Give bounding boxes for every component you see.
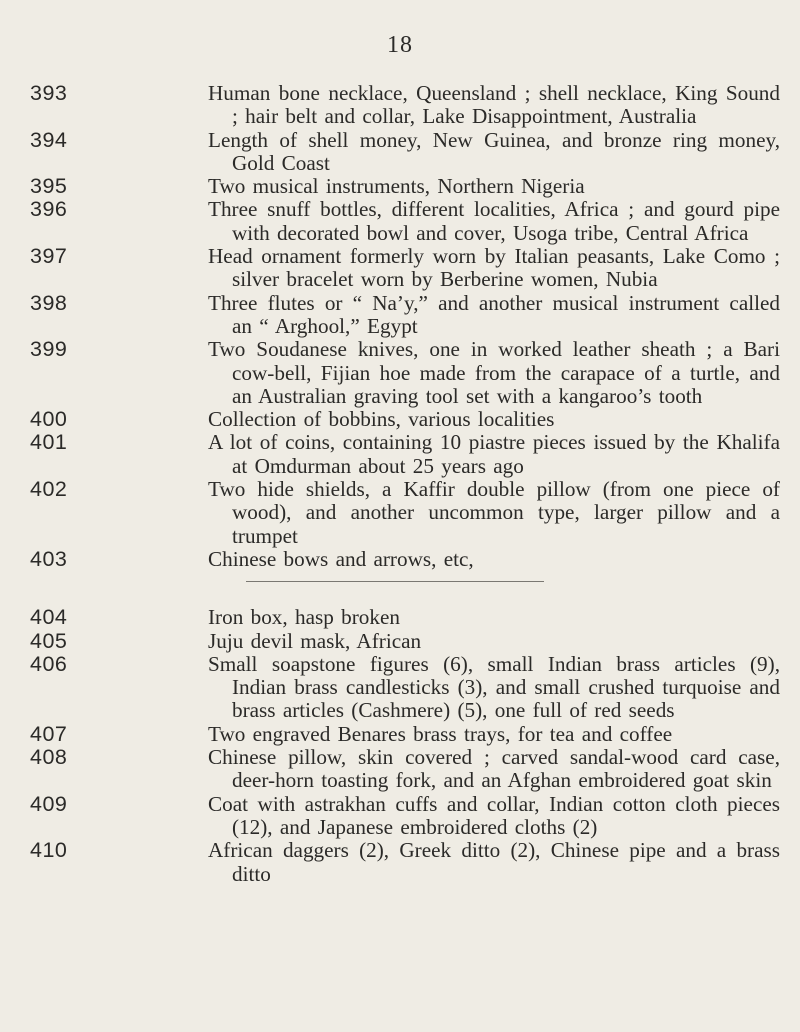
lot-number: 406 xyxy=(30,651,68,676)
lot-description: Three flutes or “ Na’y,” and another musical instrument called an “ Arghool,” Egypt xyxy=(208,290,780,338)
lot-entry xyxy=(30,746,780,793)
lot-entry xyxy=(30,129,780,176)
lot-number: 410 xyxy=(30,838,68,863)
lot-number: 401 xyxy=(30,430,68,455)
lot-number: 393 xyxy=(30,81,68,105)
lot-number: 404 xyxy=(30,605,68,630)
lot-number: 398 xyxy=(30,290,68,315)
section-divider xyxy=(246,581,544,582)
lot-number: 409 xyxy=(30,791,68,816)
lot-description: Human bone necklace, Queensland ; shell necklace, King Sound ; hair belt and collar, Lake Disappointment, Australia xyxy=(208,81,780,129)
lot-entry xyxy=(30,478,780,548)
lot-description: Chinese pillow, skin covered ; carved sandal-wood card case, deer-horn toasting fork, and an Afghan embroidered goat skin xyxy=(208,745,780,793)
lot-group-upper xyxy=(30,82,780,571)
lot-description: Three snuff bottles, different localities, Africa ; and gourd pipe with decorated bowl and cover, Usoga tribe, Central Africa xyxy=(208,197,780,245)
lot-number: 403 xyxy=(30,546,68,571)
lot-number: 394 xyxy=(30,127,68,152)
lot-number: 405 xyxy=(30,628,68,653)
lot-entry xyxy=(30,606,780,629)
lot-number: 408 xyxy=(30,745,68,770)
lot-entry xyxy=(30,548,780,571)
lot-entry xyxy=(30,198,780,245)
lot-number: 397 xyxy=(30,244,68,269)
page-number: 18 xyxy=(387,32,413,58)
lot-description: Two Soudanese knives, one in worked leather sheath ; a Bari cow-bell, Fijian hoe made from the carapace of a turtle, and an Australian graving tool set with a kangaroo’s tooth xyxy=(208,337,780,408)
lot-number: 407 xyxy=(30,721,68,746)
lot-description: Iron box, hasp broken xyxy=(208,605,400,630)
lot-description: Two engraved Benares brass trays, for tea and coffee xyxy=(208,721,673,746)
lot-description: Chinese bows and arrows, etc, xyxy=(208,546,474,571)
lot-entry xyxy=(30,723,780,746)
lot-description: Two musical instruments, Northern Nigeria xyxy=(208,174,585,199)
lot-description: Coat with astrakhan cuffs and collar, Indian cotton cloth pieces (12), and Japanese embroidered cloths (2) xyxy=(208,791,780,839)
lot-description: Two hide shields, a Kaffir double pillow (from one piece of wood), and another uncommon type, larger pillow and a trumpet xyxy=(208,477,780,548)
lot-description: Juju devil mask, African xyxy=(208,628,422,653)
lot-entry xyxy=(30,431,780,478)
lot-description: Head ornament formerly worn by Italian peasants, Lake Como ; silver bracelet worn by Berberine women, Nubia xyxy=(208,244,780,292)
lot-entry xyxy=(30,82,780,129)
lot-description: Length of shell money, New Guinea, and bronze ring money, Gold Coast xyxy=(208,127,780,175)
lot-entry xyxy=(30,408,780,431)
lot-number: 402 xyxy=(30,477,68,502)
lot-number: 399 xyxy=(30,337,68,362)
lot-entry xyxy=(30,338,780,408)
lot-description: Small soapstone figures (6), small Indian brass articles (9), Indian brass candlesticks (3), and small crushed turquoise and brass articles (Cashmere) (5), one full of red seeds xyxy=(208,651,780,723)
lot-number: 396 xyxy=(30,197,68,222)
lot-description: African daggers (2), Greek ditto (2), Chinese pipe and a brass ditto xyxy=(208,838,780,886)
lot-number: 395 xyxy=(30,174,68,199)
lot-description: Collection of bobbins, various localities xyxy=(208,407,555,432)
lot-number: 400 xyxy=(30,407,68,432)
lot-description: A lot of coins, containing 10 piastre pieces issued by the Khalifa at Omdurman about 25 years ago xyxy=(208,430,780,478)
lot-entry xyxy=(30,175,780,198)
lot-entry xyxy=(30,839,780,886)
lot-entry xyxy=(30,653,780,723)
lot-entry xyxy=(30,292,780,339)
lot-entry xyxy=(30,245,780,292)
lot-entry xyxy=(30,793,780,840)
lot-group-lower xyxy=(30,606,780,886)
lot-entry xyxy=(30,630,780,653)
catalogue-list xyxy=(30,82,780,886)
